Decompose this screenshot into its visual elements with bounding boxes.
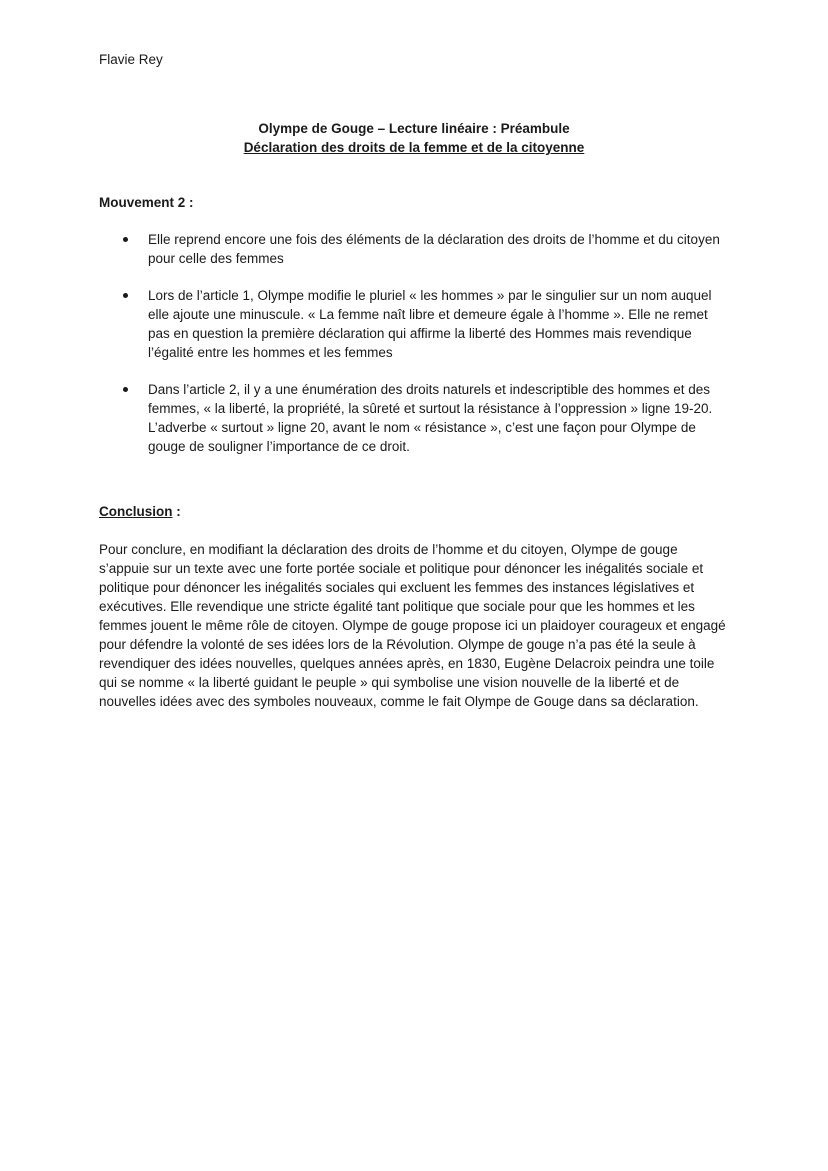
mouvement-bullet-list: [120, 230, 732, 474]
list-item-text: Lors de l’article 1, Olympe modifie le pluriel « les hommes » par le singulier sur un nom auquel elle ajoute une minuscule. « La femme naît libre et demeure égale à l’homme ». Elle ne remet pas en question la première déclaration qui affirme la liberté des Hommes mais revendique l’égalité entre les hommes et les femmes: [148, 288, 712, 360]
title-line-2: Déclaration des droits de la femme et de la citoyenne: [243, 140, 585, 155]
author-name: Flavie Rey: [99, 52, 163, 67]
document-title: [0, 119, 828, 157]
bullet-icon: [123, 387, 128, 392]
bullet-icon: [123, 237, 128, 242]
conclusion-heading: [99, 502, 181, 521]
bullet-icon: [123, 293, 128, 298]
list-item-text: Elle reprend encore une fois des éléments de la déclaration des droits de l’homme et du citoyen pour celle des femmes: [148, 232, 720, 266]
conclusion-paragraph: Pour conclure, en modifiant la déclaration des droits de l’homme et du citoyen, Olympe de gouge s’appuie sur un texte avec une forte portée sociale et politique pour dénoncer les inégalités sociale et politique pour dénoncer les inégalités sociales qui excluent les femmes des instances législatives et exécutives. Elle revendique une stricte égalité tant politique que sociale pour que les hommes et les femmes jouent le même rôle de citoyen. Olympe de gouge propose ici un plaidoyer courageux et engagé pour défendre la volonté de ses idées lors de la Révolution. Olympe de gouge n’a pas été la seule à revendiquer des idées nouvelles, quelques années après, en 1830, Eugène Delacroix peindra une toile qui se nomme « la liberté guidant le peuple » qui symbolise une vision nouvelle de la liberté et de nouvelles idées avec des symboles nouveaux, comme le fait Olympe de Gouge dans sa déclaration.: [99, 542, 726, 709]
list-item-text: Dans l’article 2, il y a une énumération des droits naturels et indescriptible des hommes et des femmes, « la liberté, la propriété, la sûreté et surtout la résistance à l’oppression » ligne 19-20. L’adverbe « surtout » ligne 20, avant le nom « résistance », c’est une façon pour Olympe de gouge de souligner l’importance de ce droit.: [148, 382, 713, 454]
list-item: [120, 380, 732, 456]
title-line-1: Olympe de Gouge – Lecture linéaire : Préambule: [258, 121, 570, 136]
mouvement-heading: Mouvement 2 :: [99, 195, 194, 210]
list-item: [120, 286, 732, 362]
conclusion-heading-label: Conclusion: [99, 504, 173, 519]
list-item: [120, 230, 732, 268]
conclusion-heading-suffix: :: [172, 504, 181, 519]
